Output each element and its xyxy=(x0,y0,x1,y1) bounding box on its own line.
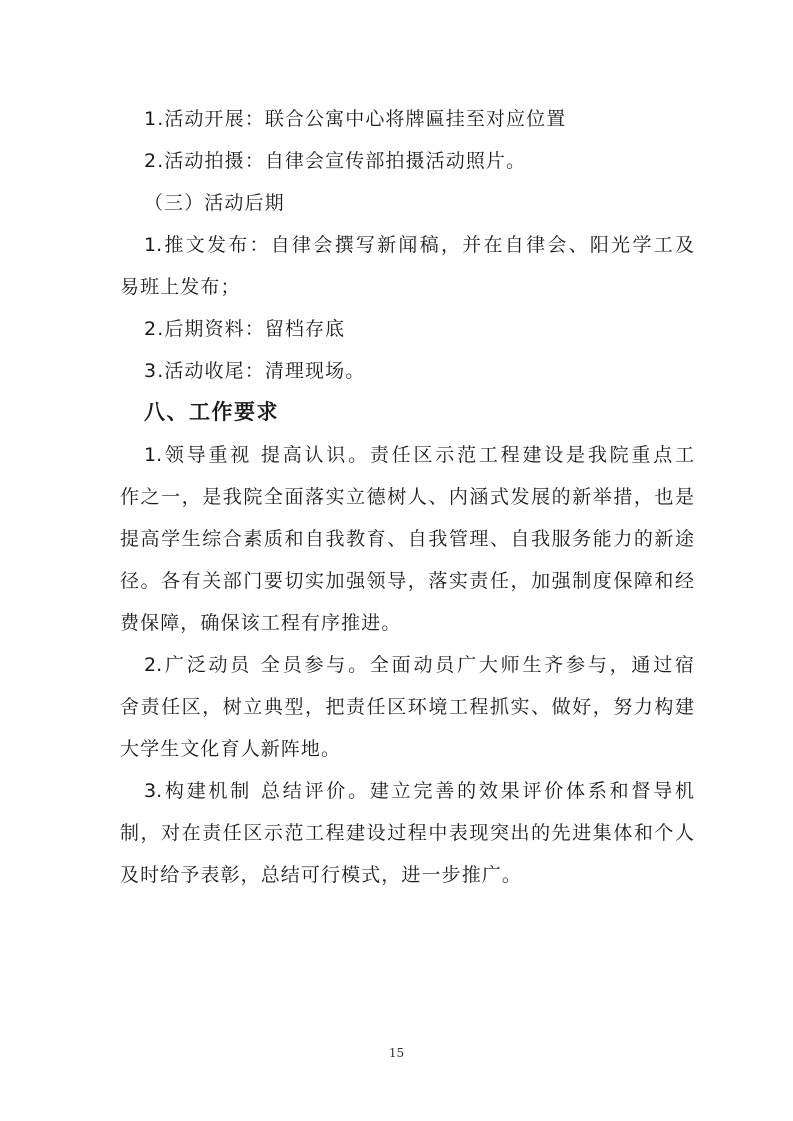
requirement-2-line-1: 2.广泛动员 全员参与。全面动员广大师生齐参与，通过宿 xyxy=(144,654,694,676)
requirement-2-line-3: 大学生文化育人新阵地。 xyxy=(120,738,342,760)
requirement-3-line-1: 3.构建机制 总结评价。建立完善的效果评价体系和督导机 xyxy=(144,780,694,802)
requirement-2-line-2: 舍责任区，树立典型，把责任区环境工程抓实、做好，努力构建 xyxy=(120,696,694,718)
activity-item-1: 1.活动开展：联合公寓中心将牌匾挂至对应位置 xyxy=(144,108,567,130)
requirement-1-line-2: 作之一，是我院全面落实立德树人、内涵式发展的新举措，也是 xyxy=(120,486,694,508)
subheading-post-activity: （三）活动后期 xyxy=(144,192,285,214)
requirement-3-line-2: 制，对在责任区示范工程建设过程中表现突出的先进集体和个人 xyxy=(120,822,694,844)
activity-item-2: 2.活动拍摄：自律会宣传部拍摄活动照片。 xyxy=(144,150,527,172)
section-heading-work-requirements: 八、工作要求 xyxy=(144,400,279,424)
requirement-1-line-5: 费保障，确保该工程有序推进。 xyxy=(120,612,402,634)
page-number: 15 xyxy=(388,1046,405,1060)
post-item-1-line-2: 易班上发布； xyxy=(120,276,241,298)
requirement-1-line-4: 径。各有关部门要切实加强领导，落实责任，加强制度保障和经 xyxy=(120,570,694,592)
post-item-3: 3.活动收尾：清理现场。 xyxy=(144,360,366,382)
post-item-2: 2.后期资料：留档存底 xyxy=(144,318,346,340)
requirement-3-line-3: 及时给予表彰，总结可行模式，进一步推广。 xyxy=(120,864,523,886)
requirement-1-line-1: 1.领导重视 提高认识。责任区示范工程建设是我院重点工 xyxy=(144,444,694,466)
post-item-1-line-1: 1.推文发布：自律会撰写新闻稿，并在自律会、阳光学工及 xyxy=(144,234,694,256)
requirement-1-line-3: 提高学生综合素质和自我教育、自我管理、自我服务能力的新途 xyxy=(120,528,694,550)
